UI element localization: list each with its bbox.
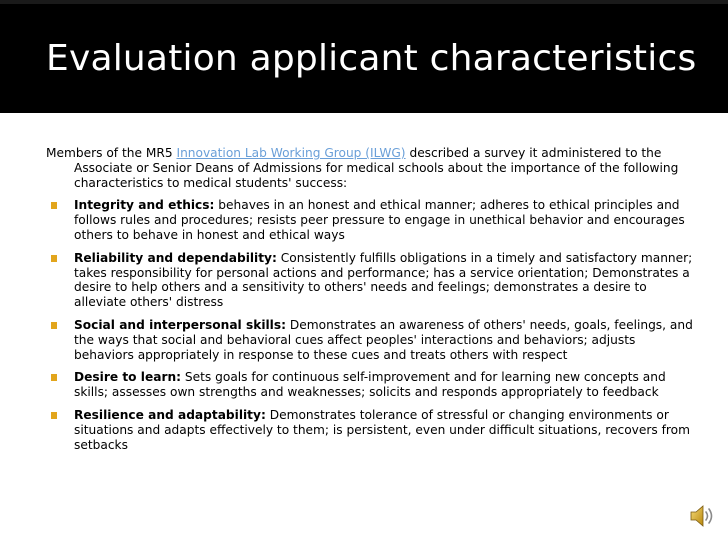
item-description: Sets goals for continuous self-improvement and for learning new concepts and skills; assesses own strengths and weaknesses; solicits and responds appropriately to feedback xyxy=(74,370,666,400)
item-term: Resilience and adaptability: xyxy=(74,407,266,422)
ilwg-link[interactable]: Innovation Lab Working Group (ILWG) xyxy=(176,146,406,160)
slide-title: Evaluation applicant characteristics xyxy=(46,38,697,79)
item-term: Social and interpersonal skills: xyxy=(74,317,286,332)
bullet-icon xyxy=(51,255,57,262)
list-item xyxy=(46,198,694,242)
list-item xyxy=(46,318,694,362)
item-term: Desire to learn: xyxy=(74,370,182,385)
bullet-icon xyxy=(51,412,57,419)
intro-text-after: described a survey it administered to the Associate or Senior Deans of Admissions for medical schools about the importance of the following characteristics to medical students' success: xyxy=(74,146,679,190)
slide-body xyxy=(46,146,694,460)
list-item xyxy=(46,251,694,310)
bullet-icon xyxy=(51,374,57,381)
title-bar-rule xyxy=(0,0,728,4)
intro-paragraph xyxy=(46,146,694,190)
item-term: Integrity and ethics: xyxy=(74,198,215,213)
bullet-icon xyxy=(51,202,57,209)
item-term: Reliability and dependability: xyxy=(74,250,277,265)
item-description: behaves in an honest and ethical manner; adheres to ethical principles and follows rules and procedures; resists peer pressure to engage in unethical behavior and encourages others to behave in honest and ethical ways xyxy=(74,198,685,242)
speaker-icon-graphic xyxy=(688,503,716,529)
title-bar xyxy=(0,0,728,113)
bullet-icon xyxy=(51,322,57,329)
list-item xyxy=(46,408,694,452)
intro-text-before: Members of the MR5 xyxy=(46,146,177,160)
speaker-icon[interactable] xyxy=(688,503,716,529)
item-description: Demonstrates tolerance of stressful or changing environments or situations and adapts effectively to them; is persistent, even under difficult situations, recovers from setbacks xyxy=(74,407,690,452)
list-item xyxy=(46,370,694,400)
item-description: Consistently fulfills obligations in a timely and satisfactory manner; takes responsibility for personal actions and performance; has a service orientation; Demonstrates a desire to help others and a sensitivity to others' needs and feelings; demonstrates a desire to alleviate others' distress xyxy=(74,250,693,310)
item-description: Demonstrates an awareness of others' needs, goals, feelings, and the ways that social and behavioral cues affect peoples' interactions and behaviors; adjusts behaviors appropriately in response to these cues and treats others with respect xyxy=(74,317,693,362)
